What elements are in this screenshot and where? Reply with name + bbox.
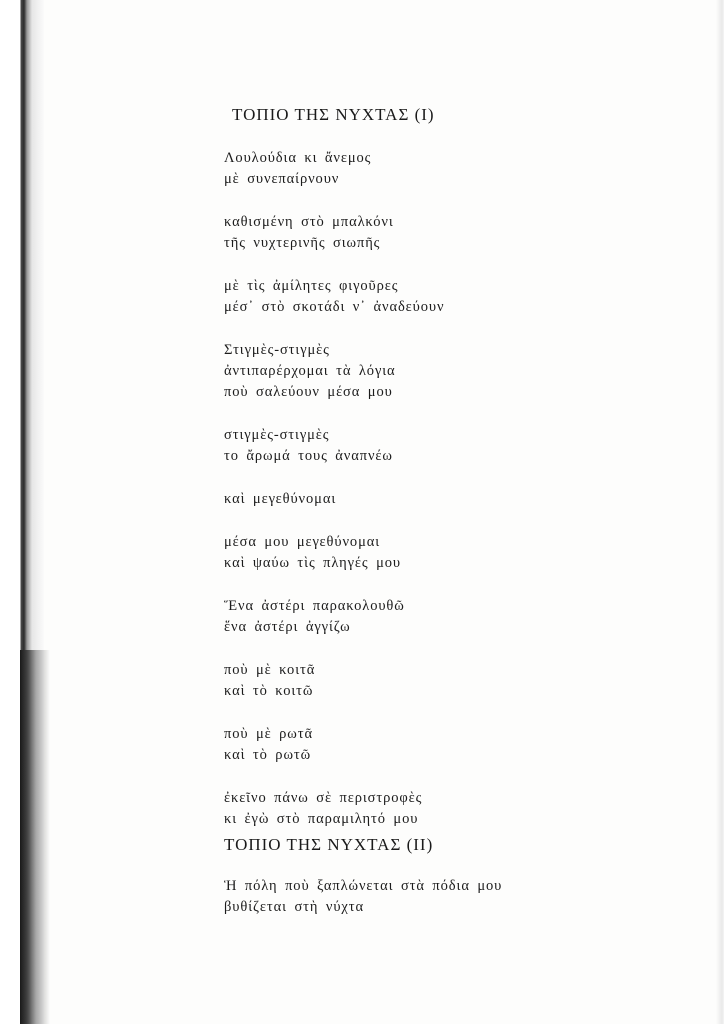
poem-line: μέσ᾽ στὸ σκοτάδι ν᾽ ἀναδεύουν — [224, 299, 445, 315]
poem-line: μέσα μου μεγεθύνομαι — [224, 534, 381, 550]
poem-line: ποὺ μὲ ρωτᾶ — [224, 726, 313, 742]
poem-line: στιγμὲς-στιγμὲς — [224, 427, 330, 443]
stanza — [224, 876, 502, 918]
poem-line: Ἕνα ἀστέρι παρακολουθῶ — [224, 598, 405, 614]
poem-1-title: ΤΟΠΙΟ ΤΗΣ ΝΥΧΤΑΣ (I) — [232, 105, 435, 124]
poem-line: καὶ ψαύω τὶς πληγές μου — [224, 555, 401, 571]
poem-line: ἀντιπαρέρχομαι τὰ λόγια — [224, 363, 396, 379]
poem-line: ποὺ μὲ κοιτᾶ — [224, 662, 316, 678]
poem-line: το ἄρωμά τους ἀναπνέω — [224, 448, 393, 464]
poem-line: καὶ τὸ κοιτῶ — [224, 683, 314, 699]
poem-line: ἐκεῖνο πάνω σὲ περιστροφὲς — [224, 790, 423, 806]
stanza — [224, 660, 444, 702]
page-right-edge — [716, 0, 724, 1024]
stanza — [224, 489, 444, 510]
poem-line: καὶ μεγεθύνομαι — [224, 491, 337, 507]
poem-line: ποὺ σαλεύουν μέσα μου — [224, 384, 393, 400]
stanza — [224, 532, 444, 574]
poem-line: μὲ τὶς ἀμίλητες φιγοῦρες — [224, 278, 399, 294]
poem-line: βυθίζεται στὴ νύχτα — [224, 899, 364, 915]
stanza — [224, 724, 444, 766]
poem-2-title: ΤΟΠΙΟ ΤΗΣ ΝΥΧΤΑΣ (II) — [224, 835, 434, 854]
stanza — [224, 212, 444, 254]
stanza — [224, 276, 444, 318]
poem-line: Στιγμὲς-στιγμὲς — [224, 342, 330, 358]
poem-line: κι ἐγὼ στὸ παραμιλητό μου — [224, 811, 419, 827]
poem-1-body — [224, 148, 444, 830]
poem-line: Λουλούδια κι ἄνεμος — [224, 150, 372, 166]
poem-line: καὶ τὸ ρωτῶ — [224, 747, 312, 763]
binding-shadow — [20, 650, 50, 1024]
poem-2-body — [224, 876, 502, 918]
poem-line: καθισμένη στὸ μπαλκόνι — [224, 214, 394, 230]
stanza — [224, 425, 444, 467]
poem-line: ἕνα ἀστέρι ἀγγίζω — [224, 619, 351, 635]
stanza — [224, 340, 444, 403]
poem-line: Ἡ πόλη ποὺ ξαπλώνεται στὰ πόδια μου — [224, 878, 503, 894]
stanza — [224, 148, 444, 190]
stanza — [224, 788, 444, 830]
stanza — [224, 596, 444, 638]
poem-line: μὲ συνεπαίρνουν — [224, 171, 340, 187]
poem-line: τῆς νυχτερινῆς σιωπῆς — [224, 235, 381, 251]
